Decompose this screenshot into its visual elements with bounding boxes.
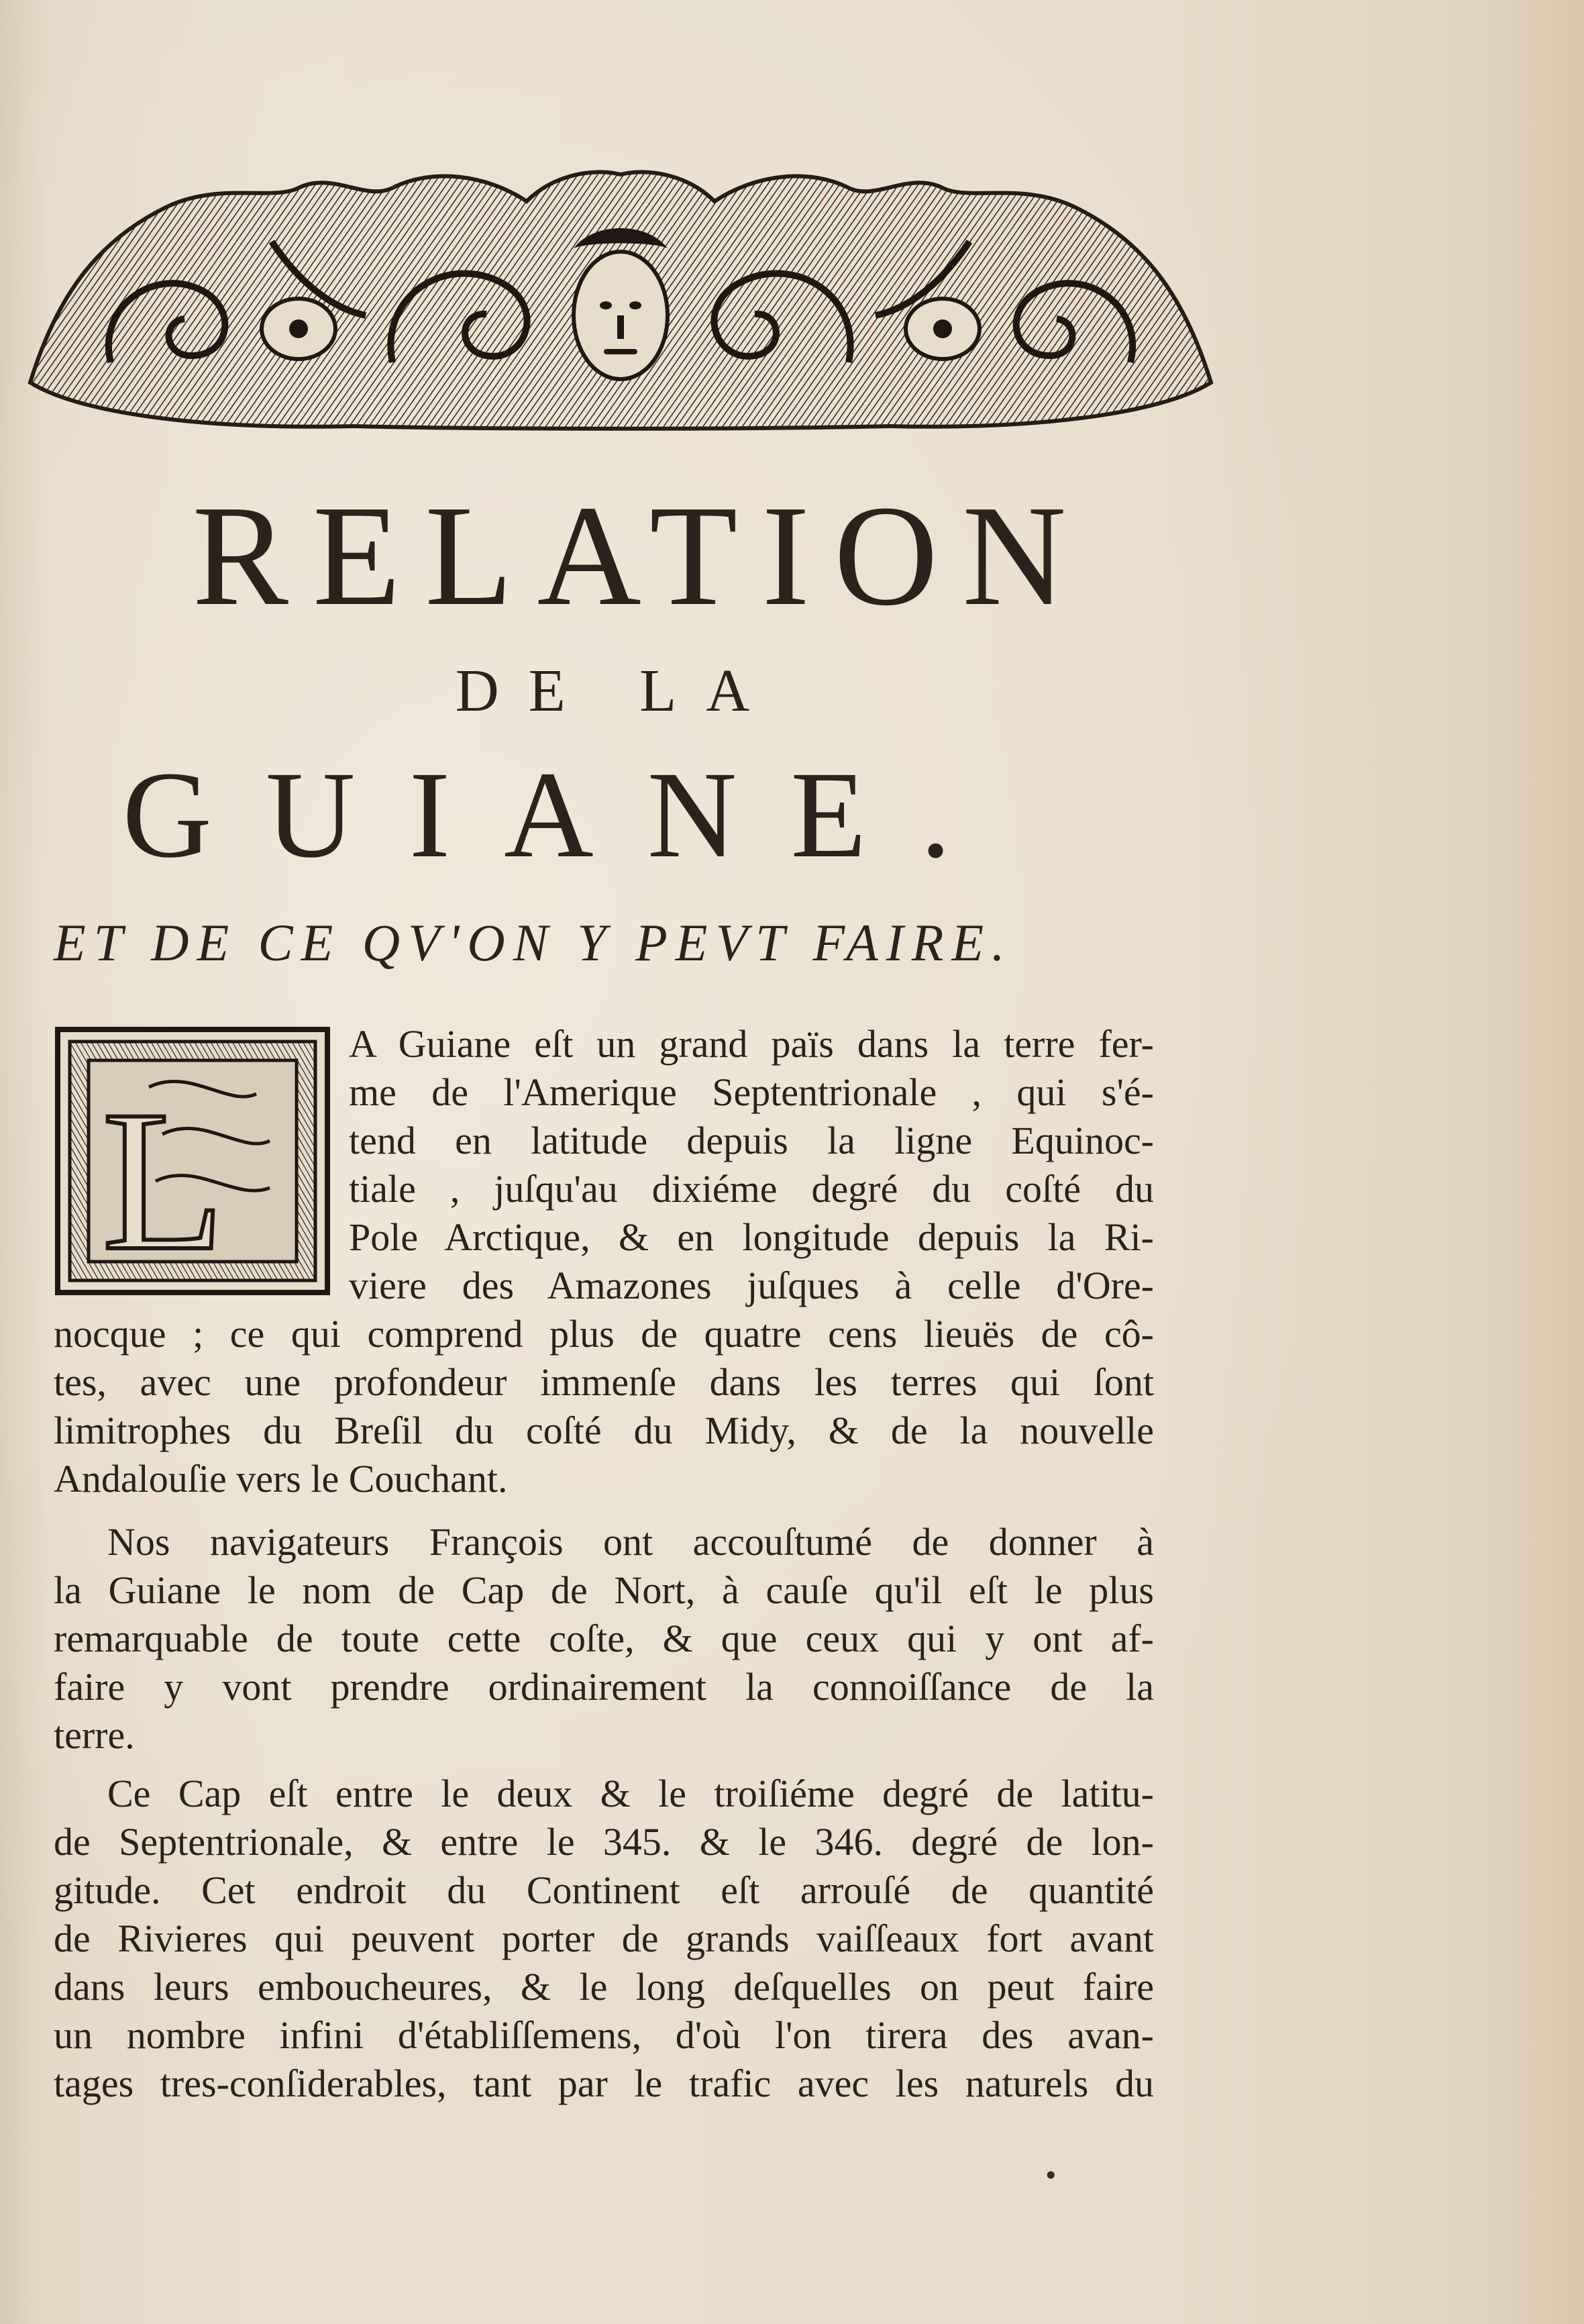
text-line: Pole Arctique, & en longitude depuis la Ri- — [349, 1215, 1154, 1259]
title-de-la: DE LA — [455, 658, 780, 724]
ink-speck: • — [1043, 2161, 1059, 2190]
text-line: remarquable de toute cette coſte, & que ceux qui y ont af- — [54, 1617, 1154, 1660]
text-line: Nos navigateurs François ont accouſtumé de donner à — [107, 1520, 1154, 1564]
text-line: viere des Amazones juſques à celle d'Ore- — [349, 1264, 1154, 1307]
dropcap-letter: L — [102, 1069, 225, 1292]
text-line: terre. — [54, 1713, 135, 1757]
paragraph-1-beside-cap — [349, 1020, 1154, 1310]
text-line: Andalouſie vers le Couchant. — [54, 1457, 508, 1501]
text-line: la Guiane le nom de Cap de Nort, à cauſe qu'il eſt le plus — [54, 1568, 1154, 1612]
text-line: tiale , juſqu'au dixiéme degré du coſté du — [349, 1167, 1154, 1211]
text-line: tend en latitude depuis la ligne Equinoc- — [349, 1119, 1154, 1162]
text-line: faire y vont prendre ordinairement la connoiſſance de la — [54, 1665, 1154, 1709]
text-line: tes, avec une profondeur immenſe dans les terres qui ſont — [54, 1360, 1154, 1404]
historiated-initial-icon — [55, 1027, 330, 1295]
paragraph-2 — [54, 1518, 1154, 1760]
subtitle: ET DE CE QV'ON Y PEVT FAIRE. — [54, 913, 1013, 972]
text-line: de Septentrionale, & entre le 345. & le 346. degré de lon- — [54, 1820, 1154, 1864]
text-line: nocque ; ce qui comprend plus de quatre cens lieuës de cô- — [54, 1312, 1154, 1356]
paragraph-1-full — [54, 1310, 1154, 1503]
title-guiane: GUIANE. — [122, 746, 1005, 884]
ornamental-headpiece-icon — [17, 161, 1224, 443]
title-relation: RELATION — [192, 475, 1091, 636]
text-line: gitude. Cet endroit du Continent eſt arrouſé de quantité — [54, 1868, 1154, 1912]
text-line: dans leurs emboucheures, & le long deſquelles on peut faire — [54, 1965, 1154, 2009]
text-line: de Rivieres qui peuvent porter de grands vaiſſeaux fort avant — [54, 1917, 1154, 1960]
text-line: me de l'Amerique Septentrionale , qui s'é- — [349, 1070, 1154, 1114]
text-line: tages tres-conſiderables, tant par le trafic avec les naturels du — [54, 2062, 1154, 2105]
paragraph-3 — [54, 1770, 1154, 2108]
text-line: un nombre infini d'établiſſemens, d'où l'on tirera des avan- — [54, 2013, 1154, 2057]
text-line: A Guiane eſt un grand païs dans la terre fer- — [349, 1022, 1154, 1066]
text-line: Ce Cap eſt entre le deux & le troiſiéme degré de latitu- — [107, 1772, 1154, 1815]
text-line: limitrophes du Breſil du coſté du Midy, & de la nouvelle — [54, 1409, 1154, 1452]
